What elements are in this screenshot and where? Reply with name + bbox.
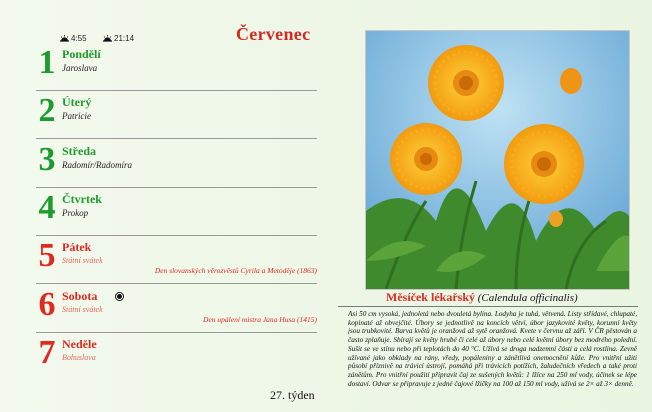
day-name: Pondělí [62,47,101,61]
caption-divider [338,306,638,307]
day-name: Středa [62,144,96,158]
day-row [36,234,317,284]
nameday: Jaroslava [62,63,98,73]
plant-caption [386,290,578,305]
day-name: Pátek [62,240,92,254]
day-name: Sobota [62,289,98,303]
day-row [36,138,317,188]
day-number: 1 [38,44,56,81]
day-row [36,41,317,91]
moon-phase-icon [115,292,124,301]
day-number: 2 [38,92,56,129]
nameday: Patricie [62,111,91,121]
month-title: Červenec [236,24,311,44]
calendula-illustration [366,31,629,289]
day-row [36,186,317,236]
plant-latin-name: (Calendula officinalis) [477,292,578,304]
nameday: Prokop [62,208,89,218]
day-number: 3 [38,141,56,178]
day-name: Čtvrtek [62,192,102,206]
day-number: 4 [38,189,56,226]
plant-name: Měsíček lékařský [386,290,475,304]
day-row [36,331,317,380]
calendula-photo [365,30,630,290]
holiday-note: Den slovanských věrozvěstů Cyrila a Metoděje (1863) [154,266,317,275]
nameday: Bohuslava [62,353,96,362]
holiday-note: Den upálení mistra Jana Husa (1415) [203,315,317,324]
week-number: 27. týden [270,388,315,402]
nameday: Státní svátek [62,256,103,265]
day-row [36,89,317,139]
sunset-time: 21:14 [114,34,135,43]
nameday: Radomír/Radomíra [62,160,133,170]
day-name: Úterý [62,95,92,109]
day-row [36,283,317,333]
day-number: 6 [38,286,56,323]
nameday: Státní svátek [62,305,103,314]
day-number: 5 [38,237,56,274]
plant-description: Asi 50 cm vysoká, jednoletá nebo dvouletá bylina. Lodyha je tuhá, větvená. Listy střídavé, chlupaté, kopinaté až obvejčité. Úbory se jednotlivě na koncích větví, úbor jazykovité květy, korunní květy jsou trubkovité. Barva květů je oranžová až sytě oranžová. Kvete v červnu až září. V ČR pěstován a často zplaňuje. Sbírají se květy hrubé či celé až úbory nebo celé květní úbory bez modrého polední. Sušit se ve stínu nebo při teplotách do 40 °C. Užívá se droga nadzemní části a celá rostlina. Zevně užívané jako obklady na rány, vředy, popáleniny a zánětlivá onemocnění kůže. Pro vnitřní užití působí příznivě na trávicí ústrojí, pomáhá při trávicích potížích, žaludečních vředech a také proti zánětům. Pro vnitřní použití připravit čaj ze sušených květů: 1 lžíce na 250 ml vody, účinek se lépe dostaví. Odvar se připravuje z jedné čajové lžičky na 100 až 150 ml vody, užívá se 2× až 3× denně. [348,310,637,388]
sunrise-time: 4:55 [71,34,87,43]
day-name: Neděle [62,337,97,351]
day-number: 7 [38,334,56,371]
